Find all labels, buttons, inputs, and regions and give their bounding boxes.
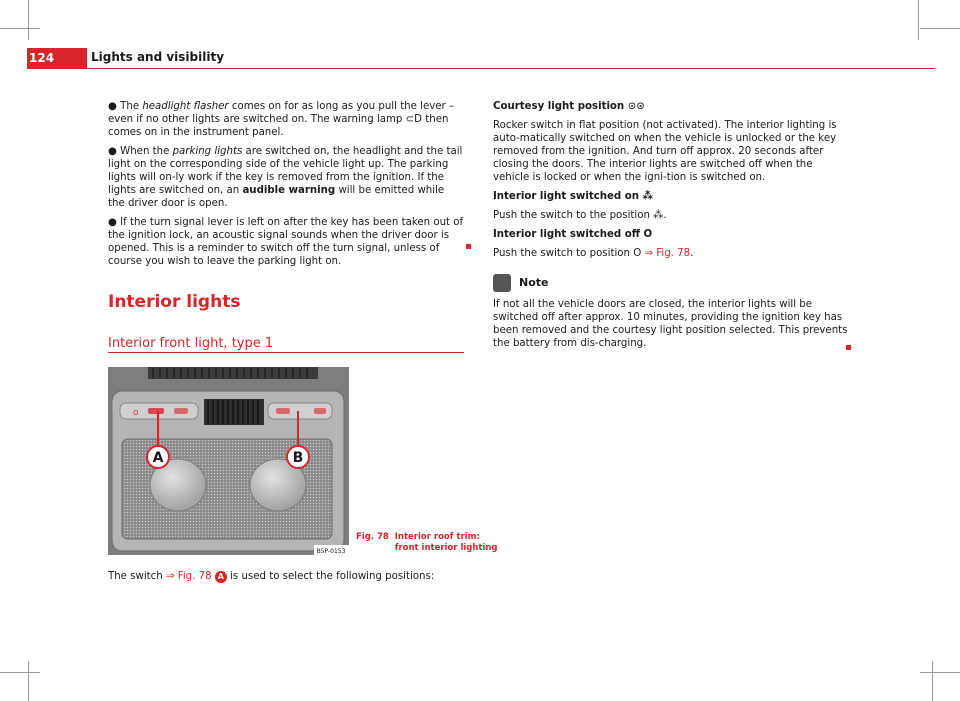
switch-on-icon [174, 408, 188, 414]
crop-mark [932, 661, 933, 701]
note-icon [493, 274, 511, 292]
figure-link[interactable]: ⇒ Fig. 78 [165, 571, 212, 582]
bullet-parking-lights: ● When the parking lights are switched on, the headlight and the tail light on the corresponding side of the vehicle light up. The parking lights will on-ly work if the key is removed from the ignition. If the lights are switched on, an audible warning will be emitted while the driver door is open. [108, 146, 463, 209]
crop-mark [0, 28, 40, 29]
callout-a-label: A [152, 450, 164, 466]
crop-mark [920, 672, 960, 673]
figure-caption: Fig. 78 Interior roof trim: front interior lighting [356, 532, 498, 553]
left-column [108, 100, 464, 274]
switch-a-badge: A [215, 571, 227, 583]
interior-light-figure [108, 367, 349, 555]
switch-b-icon-left [276, 408, 290, 414]
figure-code: B5P-0153 [316, 548, 346, 555]
courtesy-text: Rocker switch in flat position (not activated). The interior lighting is auto-matically switched on when the vehicle is unlocked or the key removed from the ignition. And turn off approx. 20 seconds after closing the doors. The interior lights are switched off when the vehicle is locked or when the igni-tion is switched on. [493, 120, 837, 183]
bullet-headlight-flasher: ● The headlight flasher comes on for as long as you pull the lever – even if no other lights are switched on. The warning lamp ⊂D then comes on in the instrument panel. [108, 101, 455, 138]
light-on-heading: Interior light switched on ⁂ [493, 191, 653, 202]
courtesy-icon: ⊙⊙ [627, 101, 645, 112]
courtesy-heading: Courtesy light position ⊙⊙ [493, 101, 645, 112]
page-header-title: Lights and visibility [91, 50, 225, 64]
crop-mark [920, 28, 960, 29]
section-end-marker [846, 345, 851, 350]
switch-b-icon-right [314, 408, 326, 414]
crop-mark [28, 0, 29, 40]
crop-mark [28, 661, 29, 701]
light-on-icon: ⁂ [653, 210, 664, 221]
crop-mark [0, 672, 40, 673]
figure-link[interactable]: ⇒ Fig. 78 [644, 248, 691, 259]
light-on-icon: ⁂ [642, 191, 653, 202]
section-end-marker [466, 244, 471, 249]
switch-courtesy-icon [148, 408, 164, 414]
right-column [493, 100, 848, 356]
switch-intro: The switch ⇒ Fig. 78 A is used to select the following positions: [108, 571, 435, 582]
header-rule [27, 68, 935, 69]
note-text: If not all the vehicle doors are closed, the interior lights will be switched off after approx. 10 minutes, providing the ignition key has been removed and the courtesy light position selected. This prevents the battery from dis-charging. [493, 299, 848, 349]
light-on-text: Push the switch to the position ⁂. [493, 210, 667, 221]
subsection-rule [108, 352, 464, 353]
callout-b-label: B [292, 450, 304, 466]
light-off-heading: Interior light switched off O [493, 229, 653, 240]
switch-o-label: O [133, 409, 139, 417]
crop-mark [918, 0, 919, 40]
subsection-title: Interior front light, type 1 [108, 336, 274, 351]
page-number: 124 [27, 48, 87, 68]
light-off-text: Push the switch to position O ⇒ Fig. 78. [493, 248, 694, 259]
section-title: Interior lights [108, 292, 241, 312]
note-heading: Note [493, 274, 848, 292]
bullet-turn-signal: ● If the turn signal lever is left on after the key has been taken out of the ignition lock, an acoustic signal sounds when the driver door is opened. This is a reminder to switch off the turn signal, unless of course you wish to leave the parking light on. [108, 217, 464, 267]
